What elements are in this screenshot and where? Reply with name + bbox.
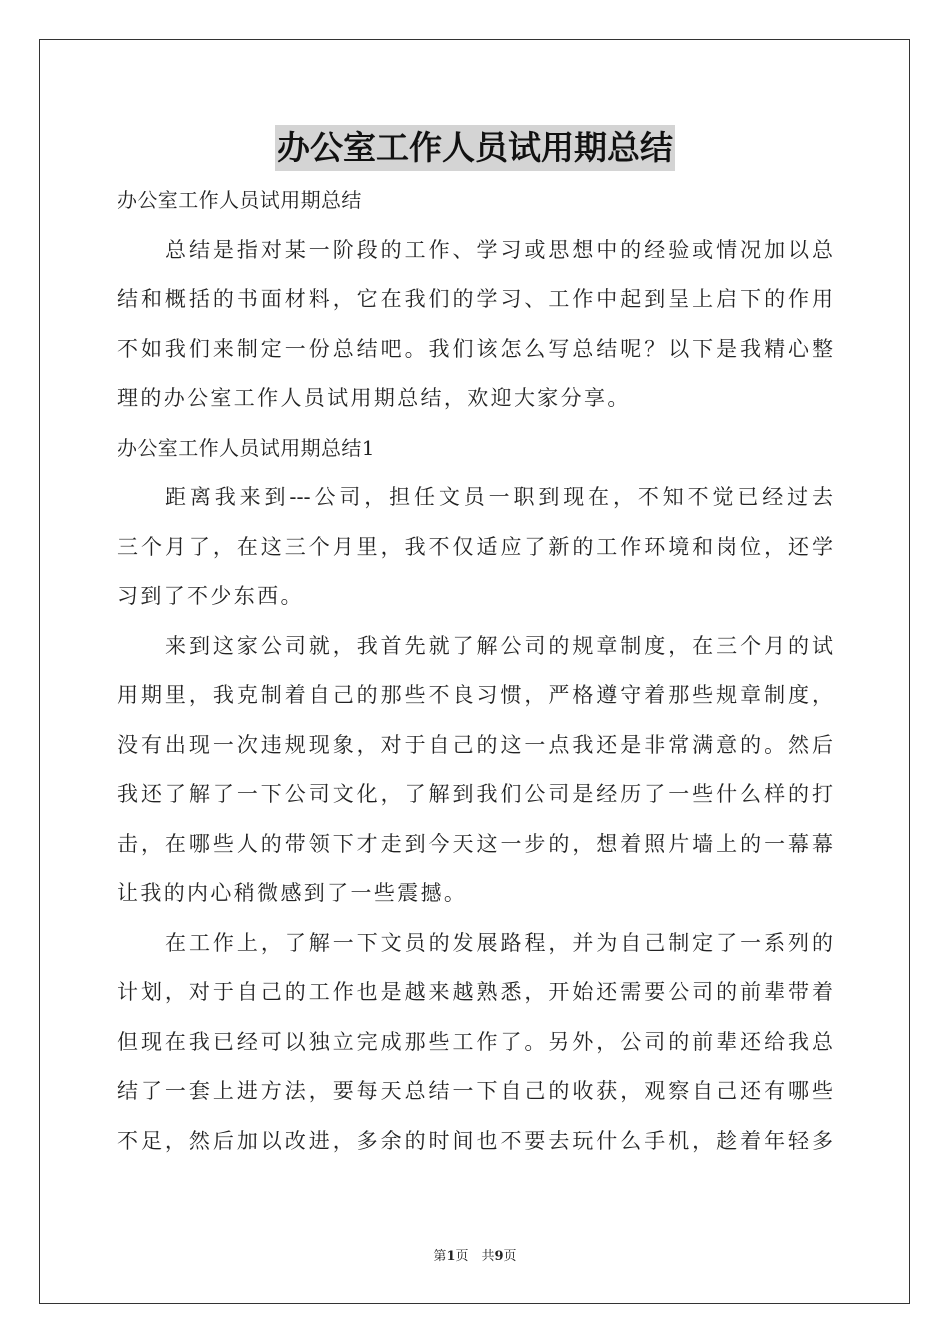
text-line: 让我的内心稍微感到了一些震撼。 [117,881,468,905]
text-line: 三个月了，在这三个月里，我不仅适应了新的工作环境和岗位，还学 [117,534,833,559]
text-line: 来到这家公司就，我首先就了解公司的规章制度，在三个月的试 [165,633,833,658]
text-line: 但现在我已经可以独立完成那些工作了。另外，公司的前辈还给我总 [117,1029,833,1054]
text-line: 没有出现一次违规现象，对于自己的这一点我还是非常满意的。然后 [117,732,833,757]
text-line: 我还了解了一下公司文化，了解到我们公司是经历了一些什么样的打 [117,782,833,806]
section-heading: 办公室工作人员试用期总结 [117,188,362,212]
page-mid: 页 共 [455,1249,495,1264]
text-line: 不如我们来制定一份总结吧。我们该怎么写总结呢？以下是我精心整 [117,336,833,361]
text-line: 理的办公室工作人员试用期总结，欢迎大家分享。 [117,386,631,410]
section-heading: 办公室工作人员试用期总结1 [117,435,375,460]
text-line: 击，在哪些人的带领下才走到今天这一步的，想着照片墙上的一幕幕 [117,831,833,856]
page-current: 1 [446,1249,456,1264]
page-total: 9 [494,1249,504,1264]
page-prefix: 第 [433,1249,447,1264]
text-line: 习到了不少东西。 [117,584,304,608]
text-line: 不足，然后加以改进，多余的时间也不要去玩什么手机，趁着年轻多 [117,1128,833,1153]
document-body [117,176,833,1166]
text-line: 总结是指对某一阶段的工作、学习或思想中的经验或情况加以总 [165,237,833,262]
text-line: 结和概括的书面材料，它在我们的学习、工作中起到呈上启下的作用 [117,287,833,311]
text-line: 距离我来到---公司，担任文员一职到现在，不知不觉已经过去 [165,485,833,509]
title-container [0,125,950,171]
text-line: 在工作上，了解一下文员的发展路程，并为自己制定了一系列的 [165,930,833,955]
text-line: 计划，对于自己的工作也是越来越熟悉，开始还需要公司的前辈带着 [117,980,833,1004]
document-title: 办公室工作人员试用期总结 [275,125,675,171]
text-line: 用期里，我克制着自己的那些不良习惯，严格遵守着那些规章制度， [117,683,833,707]
text-line: 结了一套上进方法，要每天总结一下自己的收获，观察自己还有哪些 [117,1079,833,1103]
page-suffix: 页 [503,1249,517,1264]
page-footer [0,1245,950,1264]
